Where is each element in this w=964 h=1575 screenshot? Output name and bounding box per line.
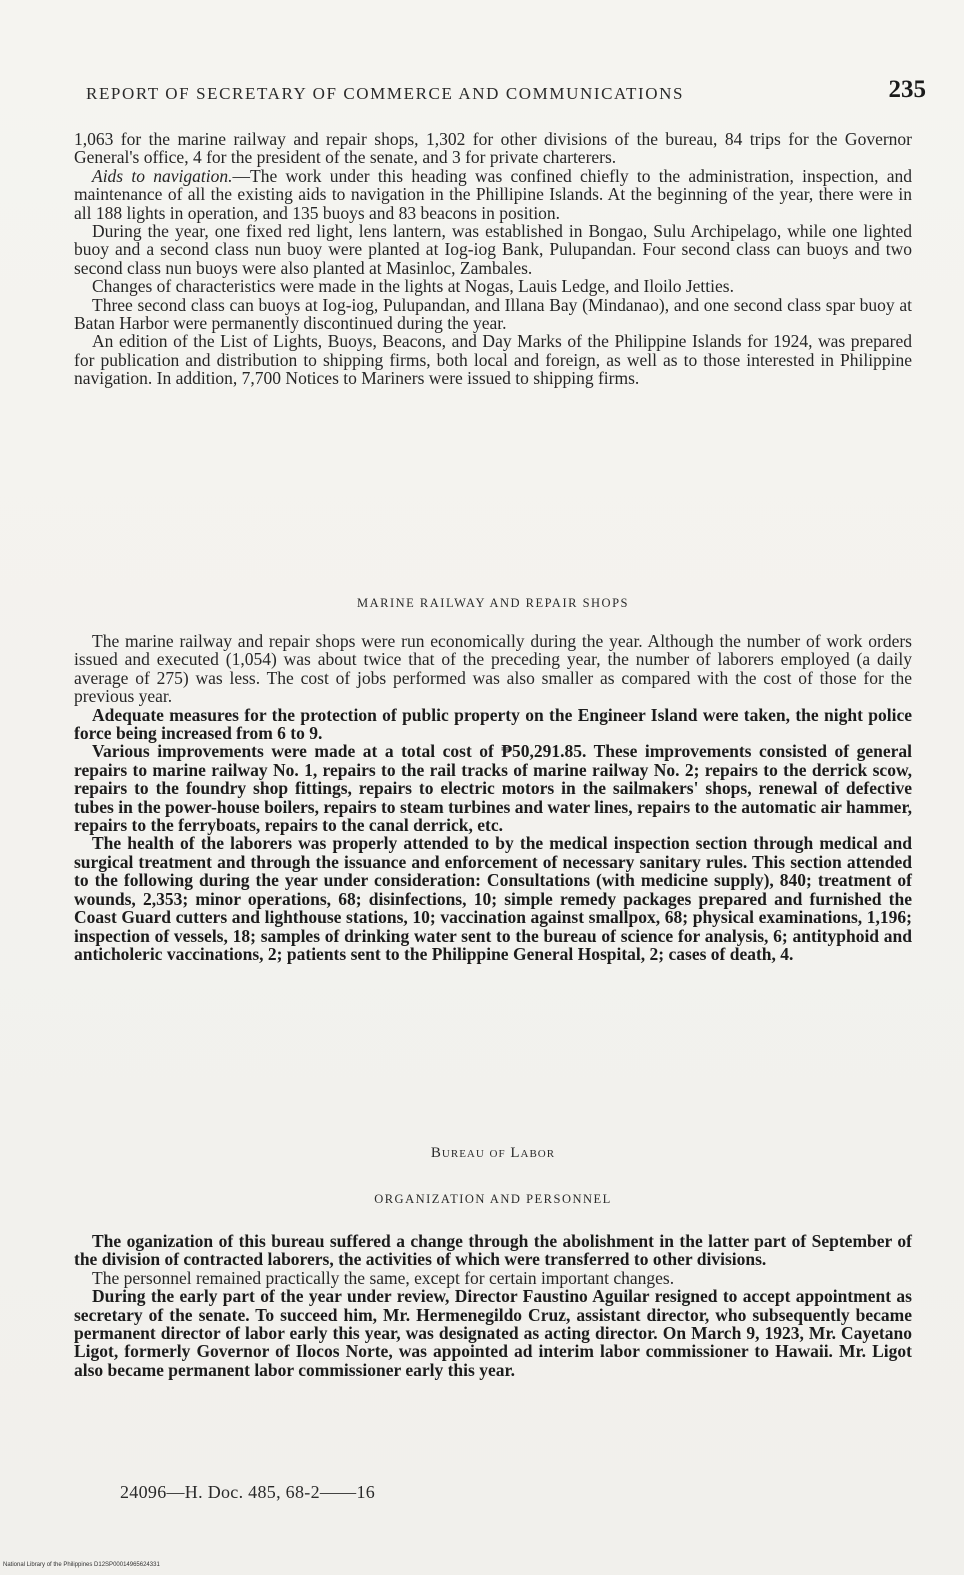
- section-heading-bureau-of-labor: Bureau of Labor: [430, 1145, 556, 1161]
- paragraph: Various improvements were made at a total cost of ₱50,291.85. These improvements consisted of general repairs to marine railway No. 1, repairs to the rail tracks of marine railway No. 2; repairs to the derrick scow, repairs to the foundry shop fittings, repairs to electric motors in the sailmakers' shops, renewal of defective tubes in the power-house boilers, repairs to steam turbines and water lines, repairs to the automatic air hammer, repairs to the ferryboats, repairs to the canal derrick, etc.: [74, 741, 912, 836]
- subheading-organization: ORGANIZATION AND PERSONNEL: [374, 1192, 612, 1206]
- run-in-heading: Aids to navigation.: [92, 165, 233, 186]
- paragraph: During the year, one fixed red light, lens lantern, was established in Bongao, Sulu Archipelago, while one lighted buoy and a second class nun buoy were planted at Iog-iog Bank, Pulupandan. Four second class can buoys and two second class nun buoys were also planted at Masinloc, Zambales.: [74, 221, 912, 278]
- paragraph: The health of the laborers was properly attended to by the medical inspection section through medical and surgical treatment and through the issuance and enforcement of necessary sanitary rules. This section attended to the following during the year under consideration: Consultations (with medicine supply), 840; treatment of wounds, 2,353; minor operations, 68; disinfections, 10; simple remedy packages prepared and furnished the Coast Guard cutters and lighthouse stations, 10; vaccination against smallpox, 68; physical examinations, 1,196; inspection of vessels, 18; samples of drinking water sent to the bureau of science for analysis, 6; antityphoid and anticholeric vaccinations, 2; patients sent to the Philippine General Hospital, 2; cases of death, 4.: [74, 833, 912, 964]
- paragraph: The personnel remained practically the same, except for certain important changes.: [92, 1267, 675, 1288]
- signature-mark: 24096—H. Doc. 485, 68-2——16: [120, 1482, 376, 1502]
- paragraph: During the early part of the year under review, Director Faustino Aguilar resigned to accept appointment as secretary of the senate. To succeed him, Mr. Hermenegildo Cruz, assistant director, who subsequently became permanent director of labor early this year, was designated as acting director. On March 9, 1923, Mr. Cayetano Ligot, formerly Governor of Ilocos Norte, was appointed ad interim labor commissioner to Hawaii. Mr. Ligot also became permanent labor commissioner early this year.: [74, 1286, 912, 1380]
- paragraph: The marine railway and repair shops were run economically during the year. Although the number of work orders issued and executed (1,054) was about twice that of the preceding year, the number of laborers employed (a daily average of 275) was less. The cost of jobs performed was also smaller as compared with the cost of those for the previous year.: [74, 631, 912, 707]
- library-imprint: National Library of the Philippines D12SP00014965624331: [3, 1562, 160, 1568]
- paragraph: 1,063 for the marine railway and repair shops, 1,302 for other divisions of the bureau, 84 trips for the Governor General's office, 4 for the president of the senate, and 3 for private charterers.: [74, 129, 912, 168]
- paragraph: The oganization of this bureau suffered a change through the abolishment in the latter part of September of the division of contracted laborers, the activities of which were transferred to other divisions.: [74, 1231, 912, 1270]
- section-aids-to-navigation: [74, 130, 912, 388]
- paragraph: Three second class can buoys at Iog-iog, Pulupandan, and Illana Bay (Mindanao), and one second class spar buoy at Batan Harbor were permanently discontinued during the year.: [74, 294, 912, 334]
- section-bureau-of-labor: [74, 1232, 912, 1379]
- page-number: 235: [888, 76, 926, 103]
- paragraph: Adequate measures for the protection of public property on the Engineer Island were taken, the night police force being increased from 6 to 9.: [74, 704, 912, 744]
- paragraph-aids-to-navigation: [74, 167, 912, 222]
- running-title: REPORT OF SECRETARY OF COMMERCE AND COMMUNICATIONS: [86, 84, 685, 103]
- section-marine-railway: [74, 632, 912, 963]
- paragraph: Changes of characteristics were made in the lights at Nogas, Lauis Ledge, and Iloilo Jetties.: [92, 276, 734, 297]
- paragraph: An edition of the List of Lights, Buoys, Beacons, and Day Marks of the Philippine Islands for 1924, was prepared for publication and distribution to shipping firms, both local and foreign, as well as to those interested in Philippine navigation. In addition, 7,700 Notices to Mariners were issued to shipping firms.: [74, 331, 912, 389]
- section-heading-marine-railway: MARINE RAILWAY AND REPAIR SHOPS: [356, 596, 629, 610]
- page-header: [86, 76, 926, 112]
- paragraph-text: —The work under this heading was confined chiefly to the administration, inspection, and maintenance of all the existing aids to navigation in the Phillipine Islands. At the beginning of the year, there were in all 188 lights in operation, and 135 buoys and 83 beacons in position.: [74, 165, 913, 223]
